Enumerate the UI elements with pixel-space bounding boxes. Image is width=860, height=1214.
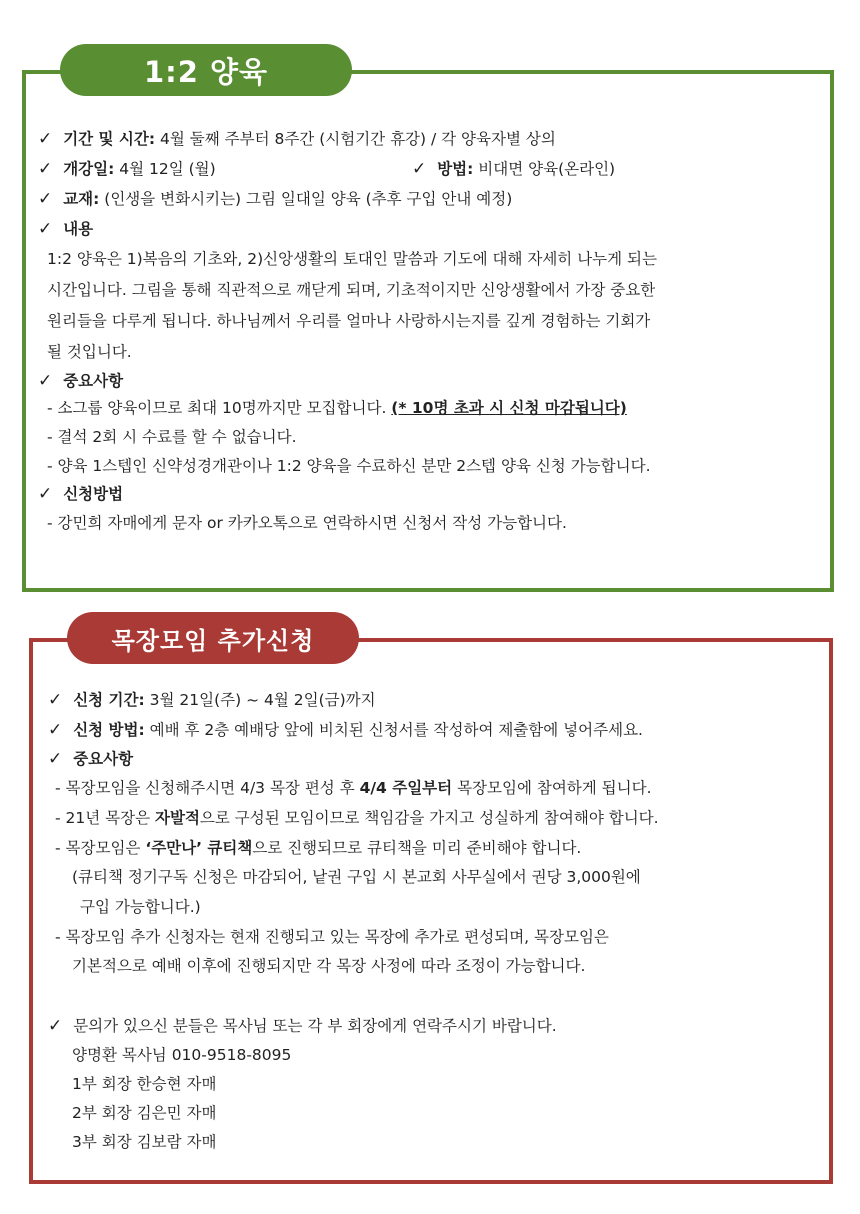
content-line: 될 것입니다. [47,343,132,361]
qt-note: 구입 가능합니다.) [80,898,201,916]
period-value: 4월 둘째 주부터 8주간 (시험기간 휴강) / 각 양육자별 상의 [159,130,556,148]
check-icon: ✓ [38,484,53,504]
qt-note: (큐티책 정기구독 신청은 마감되어, 낱권 구입 시 본교회 사무실에서 권당 3,000원에 [72,868,641,886]
check-icon: ✓ [38,371,53,391]
check-icon: ✓ [48,749,63,769]
material-value: (인생을 변화시키는) 그림 일대일 양육 (추후 구입 안내 예정) [104,190,513,208]
check-icon: ✓ [48,1016,63,1036]
period-label: 기간 및 시간: [63,130,156,148]
section-mokjang-title: 목장모임 추가신청 [67,612,359,664]
period-row [38,127,556,151]
method-label: 방법: [437,160,474,178]
material-row [38,187,512,211]
method-row [412,157,615,181]
contact-intro: ✓ 문의가 있으신 분들은 목사님 또는 각 부 회장에게 연락주시기 바랍니다. [48,1016,557,1036]
deadline-note: (* 10명 초과 시 신청 마감됩니다) [391,399,627,417]
method-value: 비대면 양육(온라인) [478,160,616,178]
check-icon: ✓ [412,159,427,179]
open-date-row [38,157,216,181]
important2-item: 기본적으로 예배 이후에 진행되지만 각 목장 사정에 따라 조정이 가능합니다. [72,957,586,975]
important-item: - 양육 1스텝인 신약성경개관이나 1:2 양육을 수료하신 분만 2스텝 양육 신청 가능합니다. [47,457,651,475]
check-icon: ✓ [38,189,53,209]
content-heading: ✓ 내용 [38,219,94,239]
important2-item: - 목장모임 추가 신청자는 현재 진행되고 있는 목장에 추가로 편성되며, 목장모임은 [55,928,609,946]
content-line: 1:2 양육은 1)복음의 기초와, 2)신앙생활의 토대인 말씀과 기도에 대해 자세히 나누게 되는 [47,250,657,268]
content-line: 시간입니다. 그림을 통해 직관적으로 깨닫게 되며, 기초적이지만 신앙생활에서 가장 중요한 [47,281,656,299]
important-item: - 결석 2회 시 수료를 할 수 없습니다. [47,428,297,446]
contact-item: 양명환 목사님 010-9518-8095 [72,1046,292,1064]
important2-item: - 목장모임은 ‘주만나’ 큐티책으로 진행되므로 큐티책을 미리 준비해야 합니다. [55,839,582,857]
contact-item: 2부 회장 김은민 자매 [72,1104,217,1122]
content-line: 원리들을 다루게 됩니다. 하나님께서 우리를 얼마나 사랑하시는지를 깊게 경험하는 기회가 [47,312,651,330]
check-icon: ✓ [48,690,63,710]
open-date-value: 4월 12일 (월) [119,160,216,178]
contact-item: 1부 회장 한승현 자매 [72,1075,217,1093]
apply-heading: ✓ 신청방법 [38,484,124,504]
section-yangyuk-title: 1:2 양육 [60,44,352,96]
check-icon: ✓ [38,159,53,179]
important2-heading: ✓ 중요사항 [48,749,134,769]
contact-item: 3부 회장 김보람 자매 [72,1133,217,1151]
check-icon: ✓ [38,129,53,149]
important2-item: - 목장모임을 신청해주시면 4/3 목장 편성 후 4/4 주일부터 목장모임에 참여하게 됩니다. [55,779,652,797]
important-item: - 소그룹 양육이므로 최대 10명까지만 모집합니다. (* 10명 초과 시 신청 마감됩니다) [47,399,627,417]
material-label: 교재: [63,190,100,208]
apply-method-row: ✓ 신청 방법: 예배 후 2층 예배당 앞에 비치된 신청서를 작성하여 제출함에 넣어주세요. [48,720,643,740]
check-icon: ✓ [38,219,53,239]
apply-item: - 강민희 자매에게 문자 or 카카오톡으로 연락하시면 신청서 작성 가능합니다. [47,514,567,532]
check-icon: ✓ [48,720,63,740]
apply-period-row: ✓ 신청 기간: 3월 21일(주) ~ 4월 2일(금)까지 [48,690,376,710]
important-heading: ✓ 중요사항 [38,371,124,391]
important2-item: - 21년 목장은 자발적으로 구성된 모임이므로 책임감을 가지고 성실하게 참여해야 합니다. [55,809,659,827]
open-date-label: 개강일: [63,160,115,178]
